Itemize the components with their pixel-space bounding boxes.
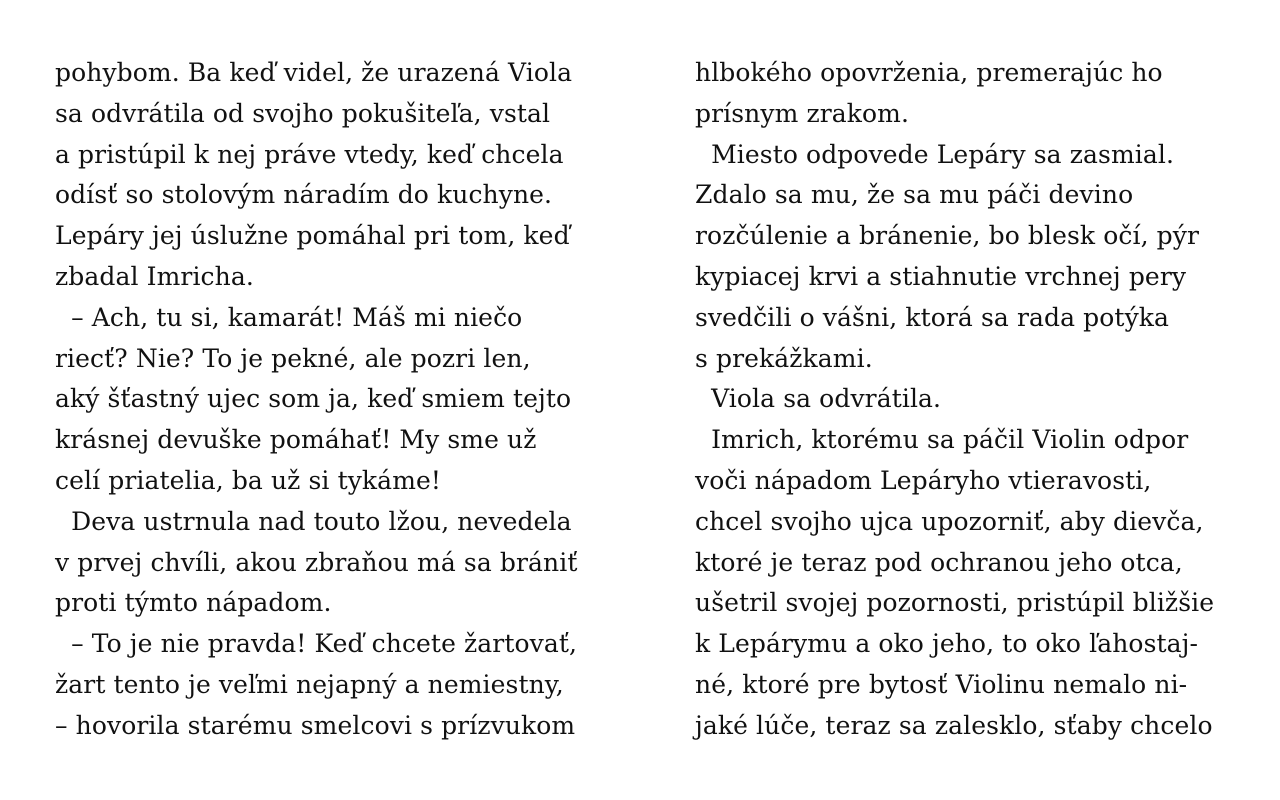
text-line: riecť? Nie? To je pekné, ale pozri len,: [55, 343, 531, 373]
text-line: a pristúpil k nej práve vtedy, keď chcela: [55, 139, 564, 169]
text-line: ušetril svojej pozornosti, pristúpil bližšie: [695, 588, 1215, 618]
text-line: prísnym zrakom.: [695, 98, 910, 128]
text-line: Deva ustrnula nad touto lžou, nevedela: [55, 506, 572, 536]
text-line: odísť so stolovým náradím do kuchyne.: [55, 180, 553, 210]
text-line: celí priatelia, ba už si tykáme!: [55, 465, 442, 495]
left-page-text: [55, 53, 635, 747]
text-line: aký šťastný ujec som ja, keď smiem tejto: [55, 384, 572, 414]
text-line: Lepáry jej úslužne pomáhal pri tom, keď: [55, 221, 570, 251]
text-line: zbadal Imricha.: [55, 261, 254, 291]
text-line: Imrich, ktorému sa páčil Violin odpor: [695, 425, 1189, 455]
text-line: Miesto odpovede Lepáry sa zasmial.: [695, 139, 1174, 169]
text-line: jaké lúče, teraz sa zalesklo, sťaby chcelo: [695, 710, 1213, 740]
text-line: chcel svojho ujca upozorniť, aby dievča,: [695, 506, 1204, 536]
text-line: ktoré je teraz pod ochranou jeho otca,: [695, 547, 1183, 577]
text-line: Zdalo sa mu, že sa mu páči devino: [695, 180, 1134, 210]
text-line: svedčili o vášni, ktorá sa rada potýka: [695, 302, 1170, 332]
text-line: v prvej chvíli, akou zbraňou má sa brániť: [55, 547, 578, 577]
text-line: krásnej devuške pomáhať! My sme už: [55, 425, 537, 455]
text-line: s prekážkami.: [695, 343, 873, 373]
text-line: k Lepárymu a oko jeho, to oko ľahostaj-: [695, 629, 1199, 659]
text-line: proti týmto nápadom.: [55, 588, 332, 618]
text-line: rozčúlenie a bránenie, bo blesk očí, pýr: [695, 221, 1200, 251]
text-line: voči nápadom Lepáryho vtieravosti,: [695, 465, 1152, 495]
text-line: – Ach, tu si, kamarát! Máš mi niečo: [55, 302, 523, 332]
right-page-text: [695, 53, 1275, 747]
text-line: žart tento je veľmi nejapný a nemiestny,: [55, 669, 564, 699]
text-line: – hovorila starému smelcovi s prízvukom: [55, 710, 576, 740]
text-line: Viola sa odvrátila.: [695, 384, 942, 414]
text-line: né, ktoré pre bytosť Violinu nemalo ni-: [695, 669, 1188, 699]
text-line: pohybom. Ba keď videl, že urazená Viola: [55, 58, 573, 87]
text-line: hlbokého opovrženia, premerajúc ho: [695, 58, 1163, 87]
text-line: kypiacej krvi a stiahnutie vrchnej pery: [695, 261, 1187, 291]
text-line: sa odvrátila od svojho pokušiteľa, vstal: [55, 98, 551, 128]
text-line: – To je nie pravda! Keď chcete žartovať,: [55, 629, 578, 659]
